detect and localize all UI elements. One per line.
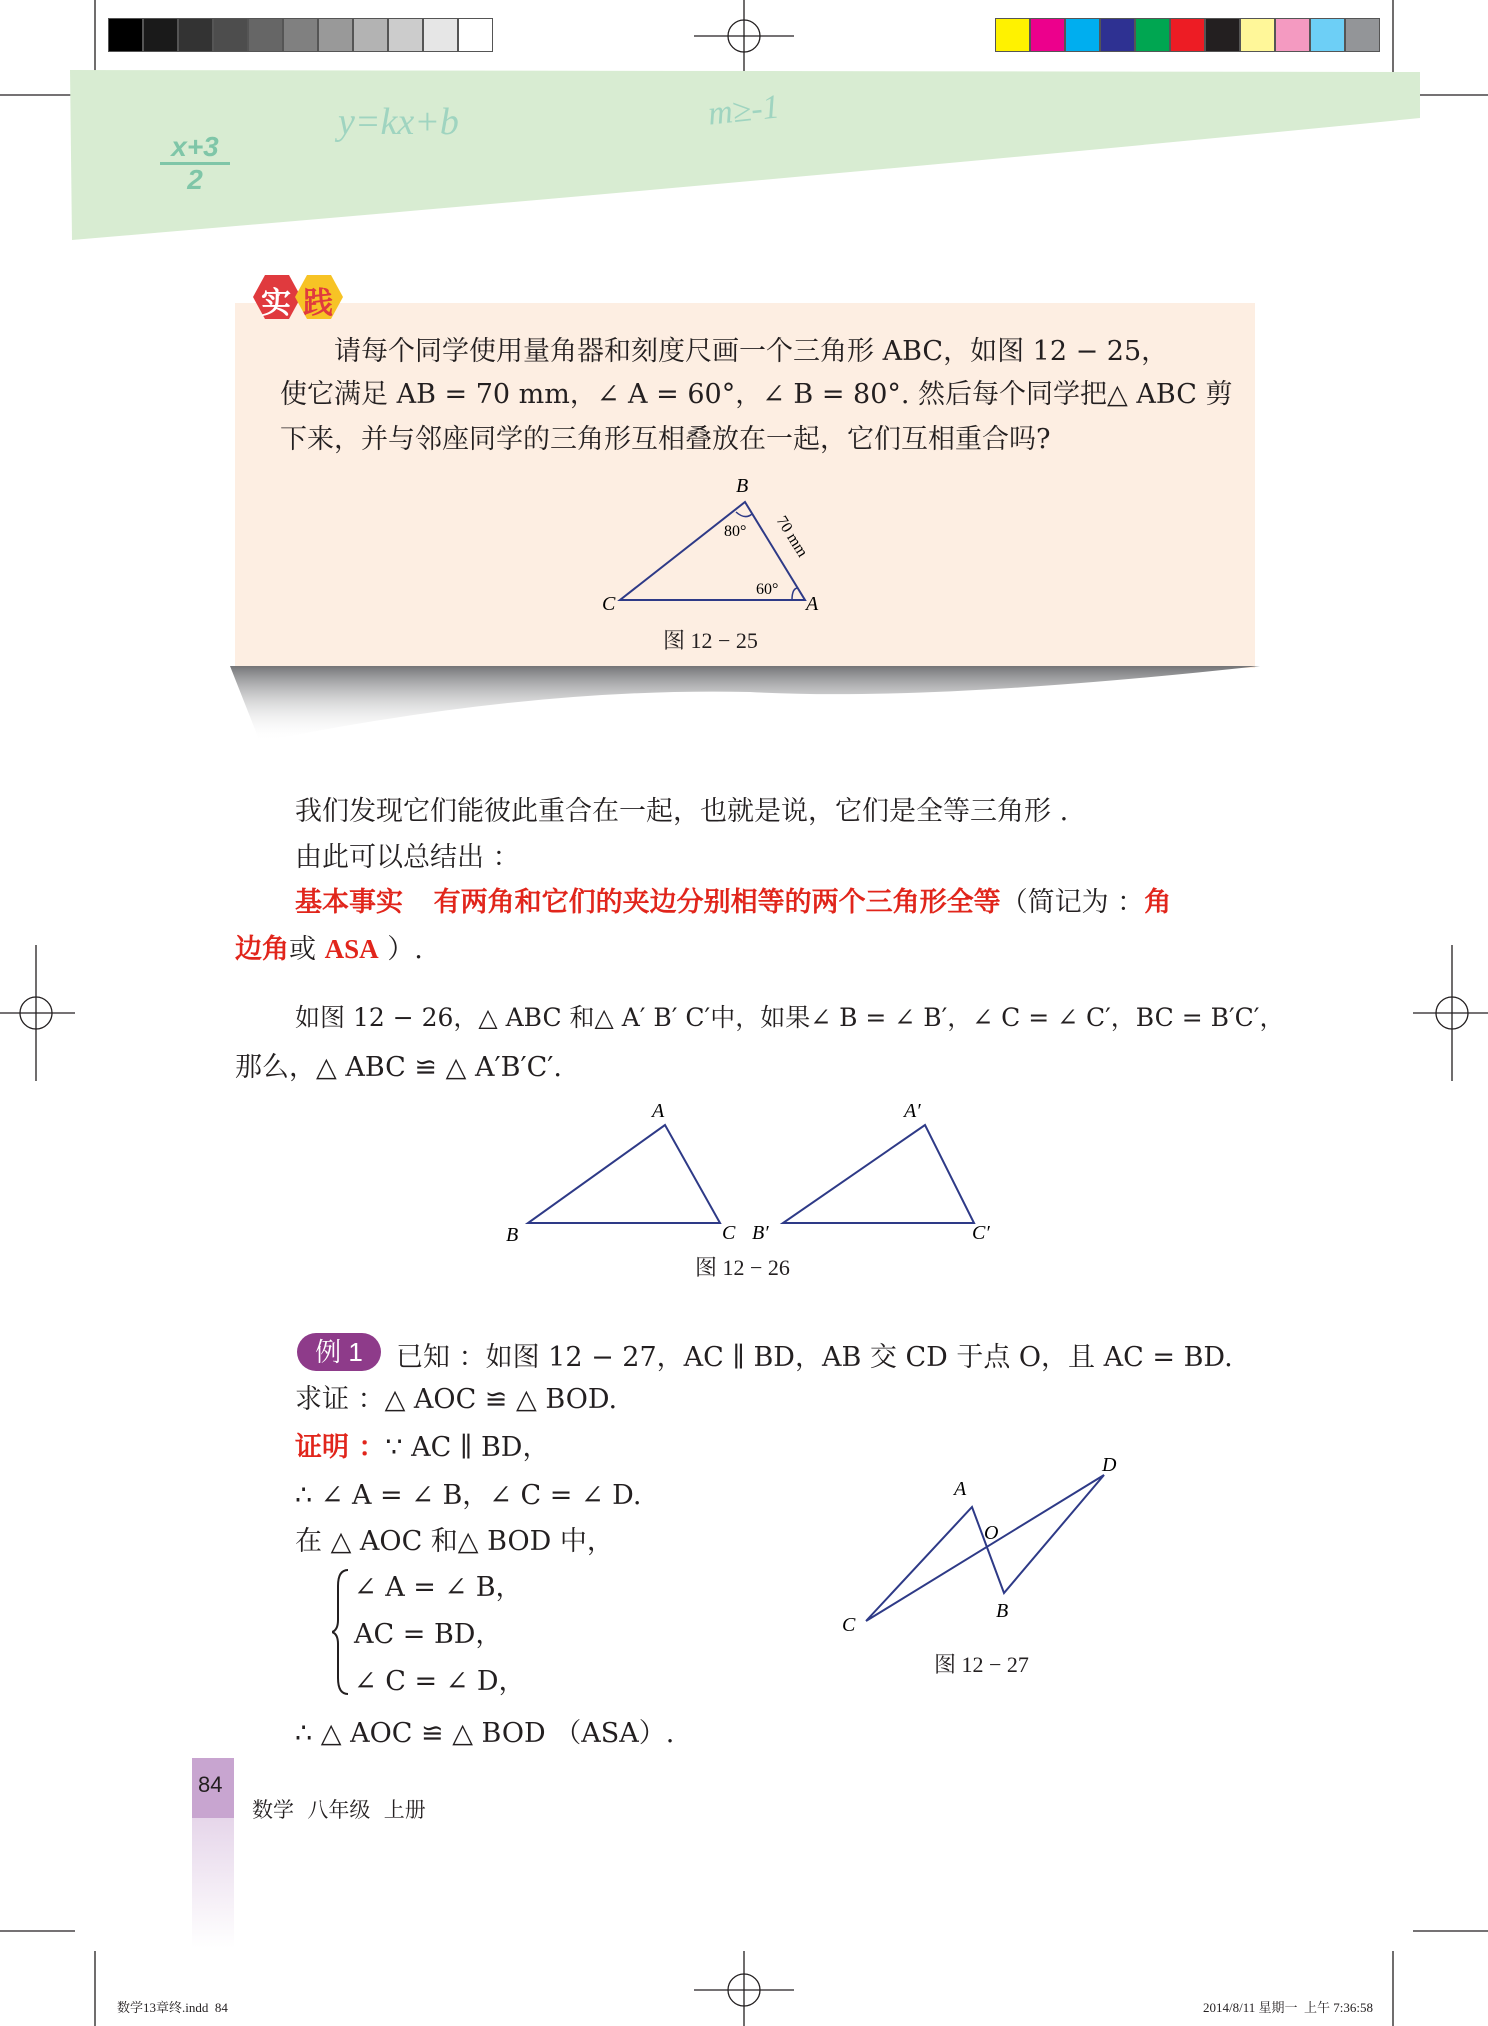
triangle-a2b2c2-26 [783,1125,974,1223]
example-badge: 例 1 [297,1333,381,1371]
triangle-abc-26 [528,1125,720,1223]
header-formula-fraction [160,132,230,195]
badge-char-2: 践 [303,287,333,320]
label-b-27: B [996,1600,1009,1622]
label-b-26: B [506,1224,519,1246]
proof-because: ∵ AC ∥ BD， [385,1432,550,1463]
label-b: B [736,475,749,497]
figure-12-27-lines [866,1475,1104,1621]
example-given: 已知 ：如图 12 − 27，AC ∥ BD，AB 交 CD 于点 O，且 AC = BD. [396,1342,1233,1373]
case-line-3: ∠ C = ∠ D， [354,1666,526,1697]
book-title: 数学 八年级 上册 [252,1798,426,1822]
label-b2-26: B′ [752,1222,769,1244]
case-line-2: AC = BD， [354,1619,503,1650]
label-d-27: D [1102,1454,1117,1476]
paragraph-fig26-line2: 那么，△ ABC ≌ △ A′B′C′. [235,1052,562,1083]
angle-a-arc [792,588,798,600]
figure-12-27-caption: 图 12 − 27 [934,1652,1029,1677]
figure-12-26-caption: 图 12 − 26 [695,1255,790,1280]
fact-note-open: （简记为 ： [1000,887,1145,918]
fact-short-2: 边角 [235,934,289,965]
proof-line-1 [295,1426,549,1470]
label-a-26: A [652,1100,665,1122]
practice-box-shadow [230,662,1260,752]
paragraph-fig26-line1: 如图 12 − 26，△ ABC 和△ A′ B′ C′中，如果∠ B = ∠ B′，∠ C = ∠ C′，BC = B′C′， [295,1003,1285,1032]
print-timestamp: 2014/8/11 星期一 上午 7:36:58 [1203,2000,1373,2015]
label-a: A [806,593,819,615]
label-c-27: C [842,1614,856,1636]
fact-asa: ASA [324,934,379,964]
file-info: 数学13章终.indd 84 [117,2000,228,2015]
practice-badge [245,272,357,322]
angle-b-arc [736,512,752,517]
label-o-27: O [984,1522,999,1544]
case-line-1: ∠ A = ∠ B， [354,1572,523,1603]
paragraph-conclusion: 我们发现它们能彼此重合在一起，也就是说，它们是全等三角形 . [295,796,1069,827]
header-formula-inequality: m≥-1 [706,88,782,133]
figure-12-25 [590,470,850,620]
basic-fact-cont [235,927,423,972]
fact-or: 或 [289,934,316,965]
label-c: C [602,593,616,615]
practice-line-3: 下来，并与邻座同学的三角形互相叠放在一起，它们互相重合吗? [280,424,1051,455]
figure-12-27 [830,1445,1130,1645]
page-number: 84 [198,1772,223,1797]
label-c2-26: C′ [972,1222,990,1244]
fact-short-1: 角 [1144,887,1172,918]
label-a-27: A [954,1478,967,1500]
practice-line-1: 请每个同学使用量角器和刻度尺画一个三角形 ABC，如图 12 − 25， [334,336,1169,367]
proof-line-2: ∴ ∠ A = ∠ B，∠ C = ∠ D. [295,1480,642,1511]
angle-b-label: 80° [724,523,747,540]
fraction-numerator: x+3 [160,132,230,165]
label-a2-26: A′ [904,1100,921,1122]
figure-12-26 [490,1095,1020,1255]
header-formula-linear: y=kx+b [338,101,459,143]
practice-line-2: 使它满足 AB = 70 mm，∠ A = 60°，∠ B = 80°. 然后每个同学把△ ABC 剪 [280,379,1233,410]
paragraph-summary: 由此可以总结出 ： [295,842,520,873]
side-ab-label: 70 mm [772,513,811,561]
page-number-strip [192,1818,234,1948]
badge-char-1: 实 [261,287,291,320]
example-prove: 求证 ：△ AOC ≌ △ BOD. [295,1384,618,1415]
angle-a-label: 60° [756,581,779,598]
fraction-denominator: 2 [187,164,203,195]
label-c-26: C [722,1222,736,1244]
figure-12-25-caption: 图 12 − 25 [663,628,758,653]
basic-fact [295,881,1265,925]
fact-title: 基本事实 [295,887,403,918]
case-brace [332,1566,352,1698]
fact-close: ）. [387,934,423,965]
proof-line-3: 在 △ AOC 和△ BOD 中， [295,1526,614,1557]
proof-label: 证明 ： [295,1432,386,1463]
proof-conclusion: ∴ △ AOC ≌ △ BOD （ASA）. [295,1718,675,1749]
fact-text: 有两角和它们的夹边分别相等的两个三角形全等 [433,887,1001,918]
